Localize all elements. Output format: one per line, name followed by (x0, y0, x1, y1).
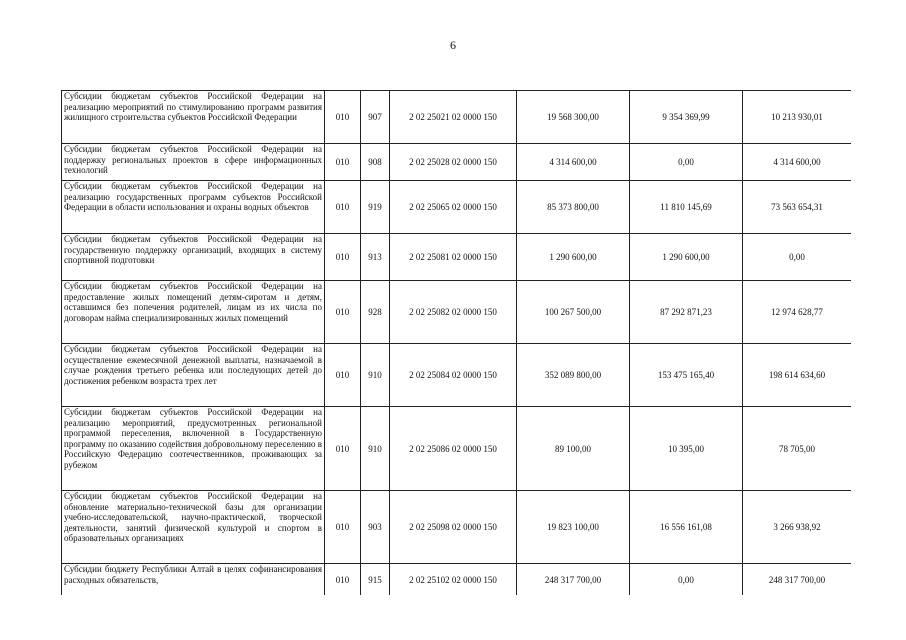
plan-amount-cell: 89 100,00 (517, 407, 630, 491)
plan-amount-cell: 100 267 500,00 (517, 281, 630, 344)
description-cell: Субсидии бюджетам субъектов Российской Федерации на реализацию мероприятий по стимулированию программ развития жилищного строительства субъектов Российской Федерации (62, 91, 325, 144)
table-row (62, 144, 852, 181)
plan-amount-cell: 248 317 700,00 (517, 564, 630, 596)
executed-amount-cell: 10 395,00 (630, 407, 743, 491)
table-row (62, 181, 852, 234)
kbk-code-cell: 2 02 25028 02 0000 150 (390, 144, 517, 181)
admin-code-cell: 010 (325, 234, 361, 281)
description-cell: Субсидии бюджетам субъектов Российской Федерации на поддержку региональных проектов в сфере информационных технологий (62, 144, 325, 181)
kbk-code-cell: 2 02 25082 02 0000 150 (390, 281, 517, 344)
plan-amount-cell: 1 290 600,00 (517, 234, 630, 281)
page-number: 6 (450, 38, 456, 52)
admin-code-cell: 010 (325, 181, 361, 234)
kbk-code-cell: 2 02 25098 02 0000 150 (390, 491, 517, 564)
remaining-amount-cell: 0,00 (743, 234, 852, 281)
admin-code-cell: 010 (325, 564, 361, 596)
table-row (62, 407, 852, 491)
chapter-code-cell: 903 (361, 491, 390, 564)
table-row (62, 234, 852, 281)
table-row (62, 91, 852, 144)
chapter-code-cell: 910 (361, 344, 390, 407)
description-cell: Субсидии бюджетам субъектов Российской Федерации на обновление материально-технической базы для организации учебно-исследовательской, научно-практической, творческой деятельности, занятий физической культурой и спортом в образовательных организациях (62, 491, 325, 564)
remaining-amount-cell: 198 614 634,60 (743, 344, 852, 407)
executed-amount-cell: 9 354 369,99 (630, 91, 743, 144)
description-cell: Субсидии бюджетам субъектов Российской Федерации на реализацию мероприятий, предусмотренных региональной программой переселения, включенной в Государственную программу по оказанию содействия добровольному переселению в Российскую Федерацию соотечественников, проживающих за рубежом (62, 407, 325, 491)
kbk-code-cell: 2 02 25102 02 0000 150 (390, 564, 517, 596)
description-cell: Субсидии бюджету Республики Алтай в целях софинансирования расходных обязательств, (62, 564, 325, 596)
executed-amount-cell: 11 810 145,69 (630, 181, 743, 234)
plan-amount-cell: 4 314 600,00 (517, 144, 630, 181)
kbk-code-cell: 2 02 25065 02 0000 150 (390, 181, 517, 234)
remaining-amount-cell: 3 266 938,92 (743, 491, 852, 564)
table-row (62, 281, 852, 344)
kbk-code-cell: 2 02 25021 02 0000 150 (390, 91, 517, 144)
executed-amount-cell: 87 292 871,23 (630, 281, 743, 344)
chapter-code-cell: 908 (361, 144, 390, 181)
table-row (62, 564, 852, 596)
admin-code-cell: 010 (325, 407, 361, 491)
admin-code-cell: 010 (325, 491, 361, 564)
executed-amount-cell: 153 475 165,40 (630, 344, 743, 407)
plan-amount-cell: 19 823 100,00 (517, 491, 630, 564)
remaining-amount-cell: 73 563 654,31 (743, 181, 852, 234)
remaining-amount-cell: 12 974 628,77 (743, 281, 852, 344)
budget-table-body (62, 91, 852, 596)
executed-amount-cell: 0,00 (630, 144, 743, 181)
description-cell: Субсидии бюджетам субъектов Российской Федерации на реализацию государственных программ субъектов Российской Федерации в области использования и охраны водных объектов (62, 181, 325, 234)
remaining-amount-cell: 248 317 700,00 (743, 564, 852, 596)
description-cell: Субсидии бюджетам субъектов Российской Федерации на предоставление жилых помещений детям-сиротам и детям, оставшимся без попечения родителей, лицам из их числа по договорам найма специализированных жилых помещений (62, 281, 325, 344)
remaining-amount-cell: 10 213 930,01 (743, 91, 852, 144)
admin-code-cell: 010 (325, 281, 361, 344)
executed-amount-cell: 16 556 161,08 (630, 491, 743, 564)
description-cell: Субсидии бюджетам субъектов Российской Федерации на осуществление ежемесячной денежной выплаты, назначаемой в случае рождения третьего ребенка или последующих детей до достижения ребенком возраста трех лет (62, 344, 325, 407)
chapter-code-cell: 915 (361, 564, 390, 596)
kbk-code-cell: 2 02 25086 02 0000 150 (390, 407, 517, 491)
admin-code-cell: 010 (325, 344, 361, 407)
kbk-code-cell: 2 02 25084 02 0000 150 (390, 344, 517, 407)
admin-code-cell: 010 (325, 91, 361, 144)
remaining-amount-cell: 78 705,00 (743, 407, 852, 491)
description-cell: Субсидии бюджетам субъектов Российской Федерации на государственную поддержку организаций, входящих в систему спортивной подготовки (62, 234, 325, 281)
chapter-code-cell: 919 (361, 181, 390, 234)
plan-amount-cell: 85 373 800,00 (517, 181, 630, 234)
kbk-code-cell: 2 02 25081 02 0000 150 (390, 234, 517, 281)
remaining-amount-cell: 4 314 600,00 (743, 144, 852, 181)
chapter-code-cell: 907 (361, 91, 390, 144)
table-row (62, 491, 852, 564)
table-row (62, 344, 852, 407)
executed-amount-cell: 1 290 600,00 (630, 234, 743, 281)
chapter-code-cell: 928 (361, 281, 390, 344)
admin-code-cell: 010 (325, 144, 361, 181)
plan-amount-cell: 19 568 300,00 (517, 91, 630, 144)
plan-amount-cell: 352 089 800,00 (517, 344, 630, 407)
budget-table-container (61, 90, 851, 595)
executed-amount-cell: 0,00 (630, 564, 743, 596)
chapter-code-cell: 913 (361, 234, 390, 281)
chapter-code-cell: 910 (361, 407, 390, 491)
budget-table (61, 90, 851, 595)
